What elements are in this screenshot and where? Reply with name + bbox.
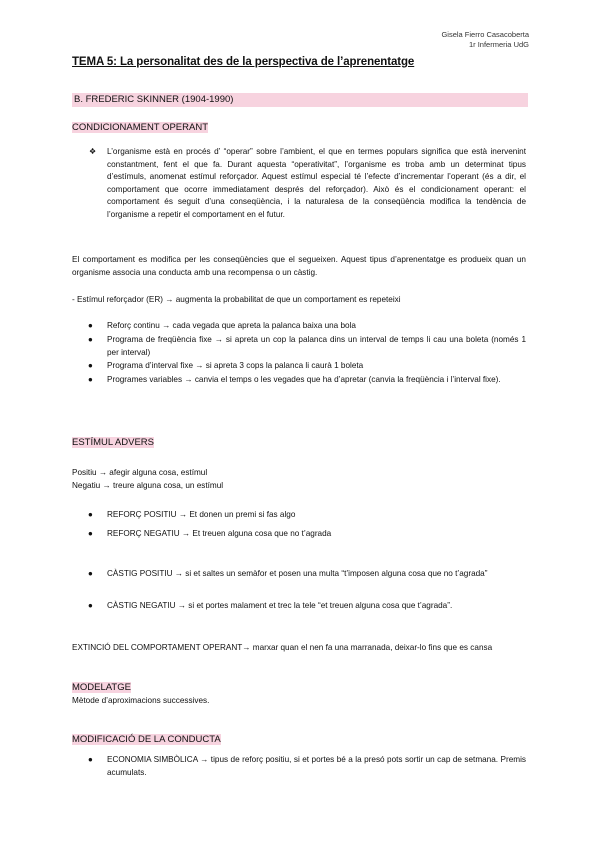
list-item-text: REFORÇ NEGATIU → Et treuen alguna cosa que no t’agrada [107,529,332,538]
bullet-dot-icon: ● [88,321,93,330]
er-definition: - Estímul reforçador (ER) → augmenta la probabilitat de que un comportament es repeteixi [72,295,401,304]
bullet-dot-icon: ● [88,361,93,370]
subheading-modificacio: MODIFICACIÓ DE LA CONDUCTA [72,734,221,745]
extincio-paragraph: EXTINCIÓ DEL COMPORTAMENT OPERANT→ marxar quan el nen fa una marranada, deixar-lo fins que es cansa [72,643,493,652]
bullet-dot-icon: ● [88,601,93,610]
negatiu-definition: Negatiu → treure alguna cosa, un estímul [72,481,224,490]
document-title: TEMA 5: La personalitat des de la perspectiva de l’aprenentatge [72,56,415,68]
bullet-dot-icon: ● [88,335,93,344]
list-item-text: Programa de freqüència fixe → si apreta un cop la palanca dins un interval de temps li cau una boleta (només 1 per interval) [107,335,526,357]
page-header [441,30,529,50]
list-item-text: Reforç continu → cada vegada que apreta la palanca baixa una bola [107,321,356,330]
author-name: Gisela Fierro Casacoberta [441,30,529,39]
diamond-bullet-icon: ❖ [89,147,97,156]
positiu-definition: Positiu → afegir alguna cosa, estímul [72,468,208,477]
bullet-dot-icon: ● [88,375,93,384]
section-heading-skinner: B. FREDERIC SKINNER (1904-1990) [72,93,528,107]
condicionament-description: L’organisme està en procés d’ “operar” sobre l’ambient, el que en termes populars significa que està inervenint constantment, fent el que fa. Durant aquesta “operativitat”, l’organisme es troba amb un determinat tipus d’estímuls, anomenat estímul reforçador. Aquest estímul especial té l’efecte d’incrementar l’operant (és a dir, el comportament que ocorre immediatament després del reforçador). Això és el condicionament operant: el comportament és seguit d’una conseqüència, i la naturalesa de la conseqüència modifica la tendència de l’organisme a repetir el comportament en el futur. [107,147,526,219]
course-name: 1r Infermeria UdG [468,40,529,49]
list-item-text: CÀSTIG POSITIU → si et saltes un semàfor et posen una multa “t’imposen alguna cosa que no t’agrada” [107,569,488,578]
list-item-text: Programes variables → canvia el temps o les vegades que ha d’apretar (canvia la freqüència i l’interval fixe). [107,375,501,384]
bullet-dot-icon: ● [88,510,93,519]
list-item-text: ECONOMIA SIMBÒLICA → tipus de reforç positiu, si et portes bé a la presó pots sortir un cap de setmana. Premis acumulats. [107,755,526,777]
paragraph-comportament: El comportament es modifica per les conseqüències que el segueixen. Aquest tipus d’aprenentatge es produeix quan un organisme associa una conducta amb una recompensa o un càstig. [72,255,526,277]
list-item-text: Programa d’interval fixe → si apreta 3 cops la palanca li caurà 1 boleta [107,361,364,370]
bullet-dot-icon: ● [88,529,93,538]
bullet-dot-icon: ● [88,755,93,764]
list-item-text: REFORÇ POSITIU → Et donen un premi si fas algo [107,510,296,519]
bullet-dot-icon: ● [88,569,93,578]
subheading-estimul-advers: ESTÍMUL ADVERS [72,437,155,448]
modelatge-text: Mètode d’aproximacions successives. [72,696,210,705]
subheading-condicionament: CONDICIONAMENT OPERANT [72,122,209,133]
subheading-modelatge: MODELATGE [72,682,131,693]
list-item-text: CÀSTIG NEGATIU → si et portes malament et trec la tele “et treuen alguna cosa que t’agrada”. [107,601,453,610]
